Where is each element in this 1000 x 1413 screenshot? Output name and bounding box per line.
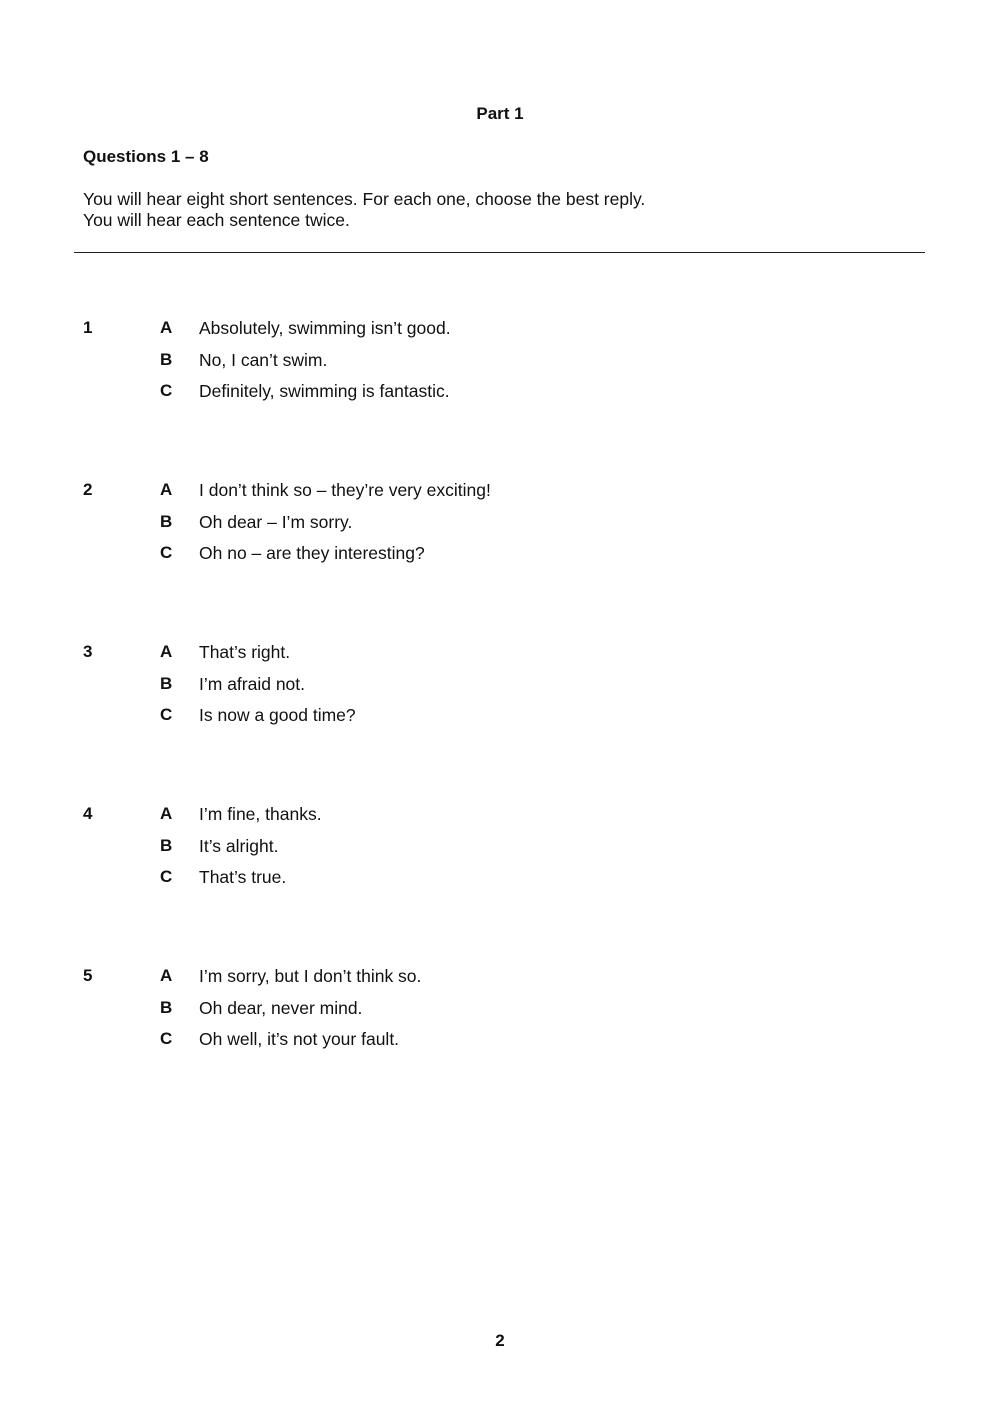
question-number: 3 [83, 642, 93, 661]
option-b [0, 674, 1000, 698]
option-letter: A [160, 480, 173, 499]
option-text: Oh no – are they interesting? [199, 543, 425, 564]
option-letter: A [160, 804, 173, 823]
option-letter: B [160, 673, 173, 693]
option-letter: C [160, 1029, 173, 1049]
option-c [0, 867, 1000, 891]
option-letter: B [160, 835, 173, 855]
option-text: Oh dear – I’m sorry. [199, 511, 353, 532]
option-text: That’s right. [199, 642, 291, 662]
option-a [0, 318, 1000, 342]
option-c [0, 381, 1000, 405]
option-a [0, 480, 1000, 504]
option-text: I don’t think so – they’re very exciting! [199, 480, 491, 500]
option-b [0, 512, 1000, 536]
divider [74, 252, 925, 253]
option-b [0, 350, 1000, 374]
section-title: Questions 1 – 8 [83, 147, 209, 166]
option-a [0, 966, 1000, 990]
option-text: Absolutely, swimming isn’t good. [199, 318, 451, 338]
option-letter: A [160, 966, 173, 985]
question-number: 5 [83, 966, 93, 985]
option-letter: C [160, 381, 173, 401]
page-number: 2 [495, 1331, 505, 1350]
option-text: It’s alright. [199, 835, 279, 856]
instruction-line: You will hear eight short sentences. For each one, choose the best reply. [83, 189, 646, 209]
option-b [0, 836, 1000, 860]
option-text: I’m sorry, but I don’t think so. [199, 966, 422, 986]
option-letter: C [160, 543, 173, 563]
option-text: No, I can’t swim. [199, 349, 328, 370]
option-c [0, 1029, 1000, 1053]
option-letter: A [160, 642, 173, 661]
option-letter: C [160, 705, 173, 725]
option-a [0, 642, 1000, 666]
instruction-line: You will hear each sentence twice. [83, 210, 350, 230]
option-letter: C [160, 867, 173, 887]
question-number: 4 [83, 804, 93, 823]
option-text: I’m fine, thanks. [199, 804, 322, 824]
option-letter: B [160, 511, 173, 531]
question-number: 1 [83, 318, 93, 337]
question-number: 2 [83, 480, 93, 499]
option-text: Is now a good time? [199, 705, 356, 726]
option-c [0, 543, 1000, 567]
instructions [83, 189, 645, 231]
option-text: Oh dear, never mind. [199, 997, 363, 1018]
option-b [0, 998, 1000, 1022]
option-text: Oh well, it’s not your fault. [199, 1029, 400, 1050]
option-c [0, 705, 1000, 729]
option-letter: A [160, 318, 173, 337]
option-letter: B [160, 997, 173, 1017]
option-a [0, 804, 1000, 828]
part-title: Part 1 [476, 104, 524, 123]
option-letter: B [160, 349, 173, 369]
option-text: I’m afraid not. [199, 673, 306, 694]
option-text: Definitely, swimming is fantastic. [199, 381, 450, 402]
option-text: That’s true. [199, 867, 287, 888]
